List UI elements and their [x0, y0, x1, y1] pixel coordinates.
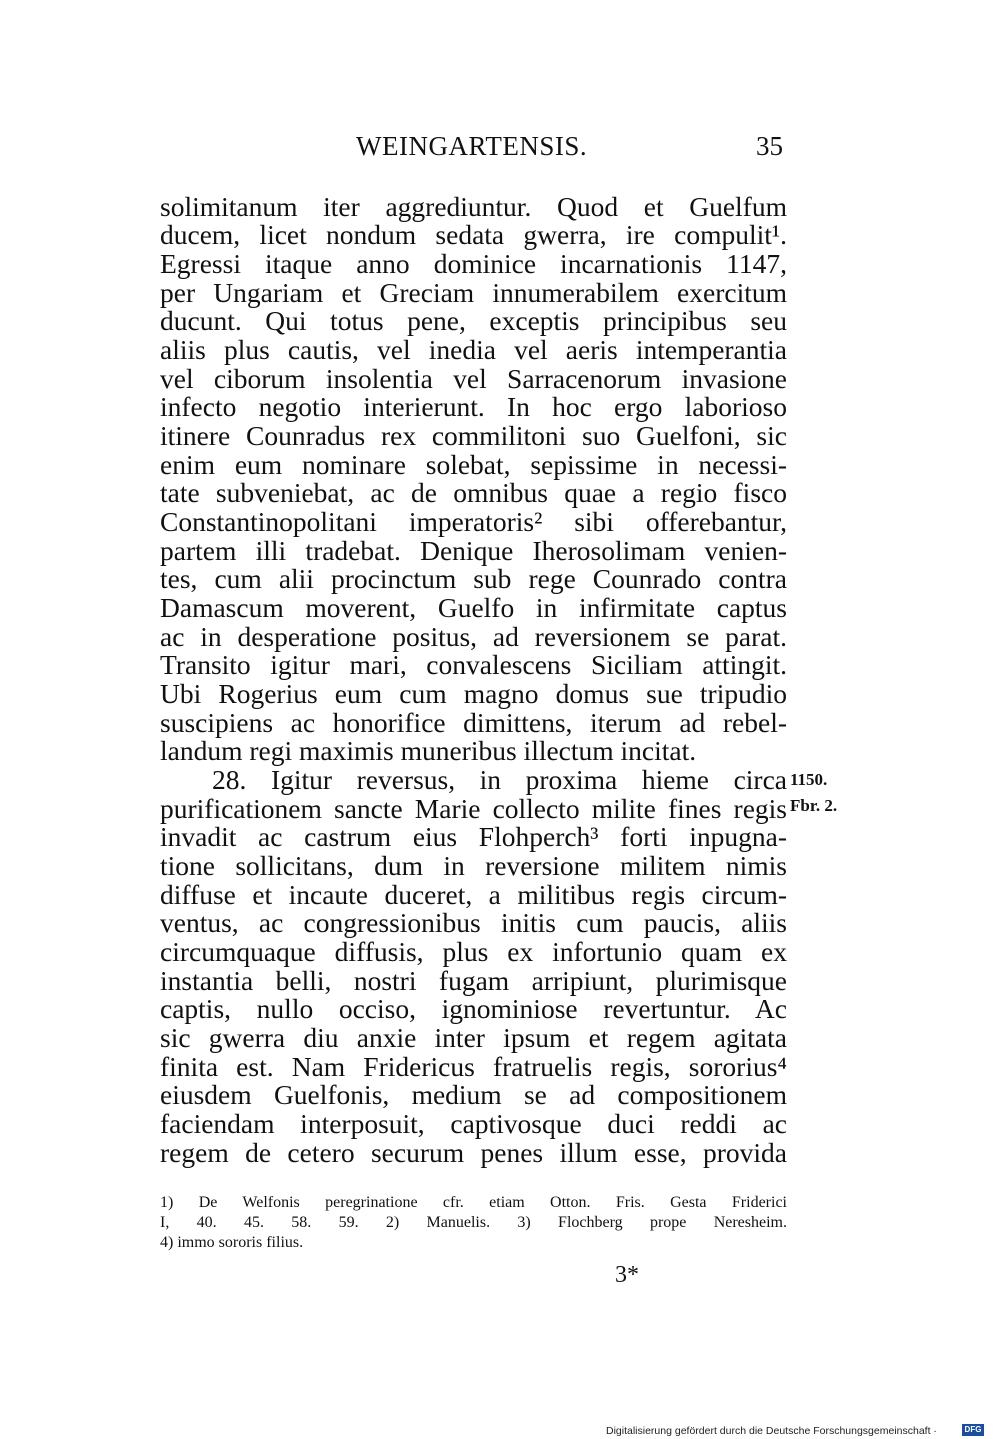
body-line: ventus, ac congressionibus initis cum paucis, aliis [160, 907, 787, 938]
body-line: solimitanum iter aggrediuntur. Quod et Guelfum [160, 191, 787, 222]
body-line: suscipiens ac honorifice dimittens, iterum ad rebel- [160, 707, 787, 738]
body-line: Egressi itaque anno dominice incarnationis 1147, [160, 248, 787, 279]
body-line: finita est. Nam Fridericus fratruelis regis, sororius⁴ [160, 1051, 787, 1082]
body-line: partem illi tradebat. Denique Iherosolimam venien- [160, 535, 787, 566]
body-line: purificationem sancte Marie collecto milite fines regis [160, 793, 787, 824]
body-line: per Ungariam et Greciam innumerabilem exercitum [160, 277, 787, 308]
body-line: faciendam interposuit, captivosque duci reddi ac [160, 1108, 787, 1139]
body-line: instantia belli, nostri fugam arripiunt, plurimisque [160, 965, 787, 996]
body-line: tate subveniebat, ac de omnibus quae a regio fisco [160, 477, 787, 508]
body-line: ac in desperatione positus, ad reversionem se parat. [160, 621, 787, 652]
page-number: 35 [756, 131, 783, 161]
body-line: captis, nullo occiso, ignominiose revertuntur. Ac [160, 993, 787, 1024]
body-line: ducunt. Qui totus pene, exceptis principibus seu [160, 305, 787, 336]
digitization-credit: Digitalisierung gefördert durch die Deutsche Forschungsgemeinschaft · [606, 1425, 937, 1437]
margin-note-date: Fbr. 2. [790, 796, 838, 815]
footnote-line: 1) De Welfonis peregrinatione cfr. etiam Otton. Fris. Gesta Friderici [160, 1194, 787, 1211]
body-line: eiusdem Guelfonis, medium se ad compositionem [160, 1079, 787, 1110]
body-line: Ubi Rogerius eum cum magno domus sue tripudio [160, 678, 787, 709]
body-line: Transito igitur mari, convalescens Siciliam attingit. [160, 649, 787, 680]
body-line: Constantinopolitani imperatoris² sibi offerebantur, [160, 506, 787, 537]
body-line: infecto negotio interierunt. In hoc ergo laborioso [160, 391, 787, 422]
body-line: invadit ac castrum eius Flohperch³ forti inpugna- [160, 821, 787, 852]
body-line: itinere Counradus rex commilitoni suo Guelfoni, sic [160, 420, 787, 451]
body-line: ducem, licet nondum sedata gwerra, ire compulit¹. [160, 219, 787, 250]
body-line: tes, cum alii procinctum sub rege Counrado contra [160, 563, 787, 594]
body-line: landum regi maximis muneribus illectum incitat. [160, 735, 697, 766]
body-line: aliis plus cautis, vel inedia vel aeris intemperantia [160, 334, 787, 365]
footnote-line: I, 40. 45. 58. 59. 2) Manuelis. 3) Flochberg prope Neresheim. [160, 1214, 787, 1231]
paragraph-start-line: 28. Igitur reversus, in proxima hieme circa [212, 764, 787, 795]
margin-note-year: 1150. [790, 770, 828, 789]
body-line: tione sollicitans, dum in reversione militem nimis [160, 850, 787, 881]
body-line: vel ciborum insolentia vel Sarracenorum invasione [160, 363, 787, 394]
body-line: circumquaque diffusis, plus ex infortunio quam ex [160, 936, 787, 967]
running-title: WEINGARTENSIS. [356, 131, 588, 161]
dfg-logo-icon: DFG [962, 1424, 984, 1436]
signature-mark: 3* [615, 1262, 639, 1288]
body-line: diffuse et incaute duceret, a militibus regis circum- [160, 879, 787, 910]
body-line: enim eum nominare solebat, sepissime in necessi- [160, 449, 787, 480]
body-line: Damascum moverent, Guelfo in infirmitate captus [160, 592, 787, 623]
footnote-line: 4) immo sororis filius. [160, 1234, 304, 1251]
body-line: sic gwerra diu anxie inter ipsum et regem agitata [160, 1022, 787, 1053]
body-line: regem de cetero securum penes illum esse, provida [160, 1137, 787, 1168]
